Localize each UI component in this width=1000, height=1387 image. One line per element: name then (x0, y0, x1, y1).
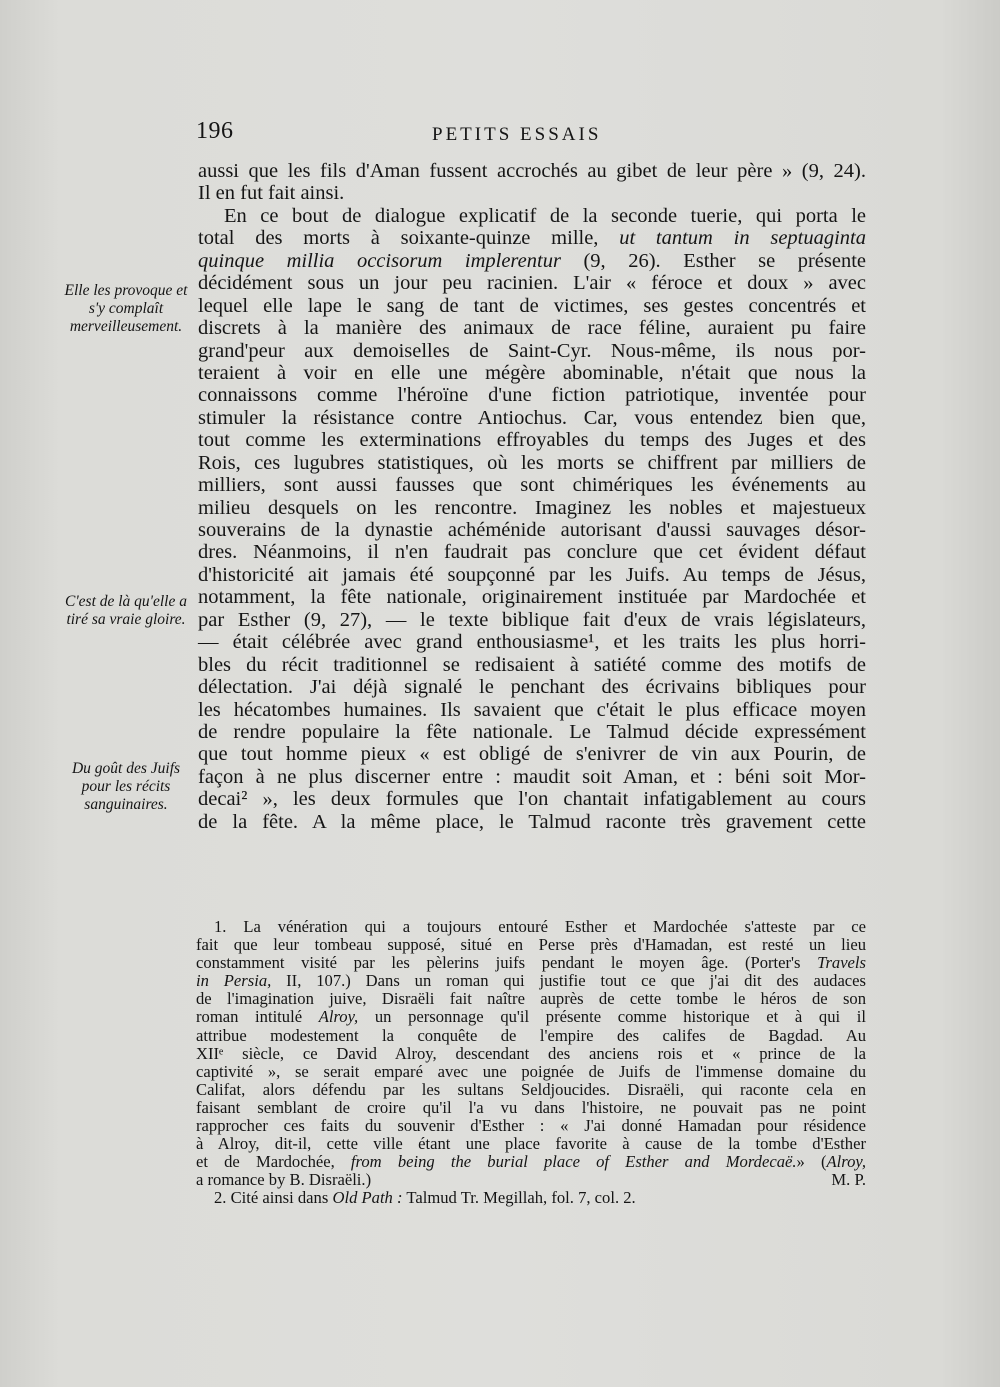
text-line: les hécatombes humaines. Ils savaient que c'était le plus efficace moyen (198, 698, 866, 721)
text-line: souverains de la dynastie achéménide autorisant d'aussi sauvages désor- (198, 519, 866, 541)
footnotes (196, 918, 866, 1208)
text-line: de rendre populaire la fête nationale. Le Talmud décide expressément (198, 720, 866, 743)
text-line: d'historicité ait jamais été soupçonné par les Juifs. Au temps de Jésus, (198, 563, 866, 586)
book-title: Alroy, (826, 1152, 867, 1172)
text-line: de la fête. A la même place, le Talmud raconte très gravement cette (198, 810, 866, 833)
footnote-line: 1. La vénération qui a toujours entouré Esther et Mardochée s'atteste par ce (214, 917, 866, 936)
text-line: milieu desquels on les rencontre. Imaginez les nobles et majestueux (198, 496, 866, 519)
book-title: Old Path : (332, 1188, 403, 1208)
footnote-line: rapprocher ces faits du souvenir d'Esther : « J'ai donné Hamadan pour résidence (196, 1116, 866, 1136)
footnote-line: roman intitulé Alroy, un personnage qu'il présente comme historique et à qui il (196, 1007, 866, 1027)
text-line: En ce bout de dialogue explicatif de la seconde tuerie, qui porta le (224, 204, 866, 227)
margin-note: Du goût des Juifs pour les récits sanguinaires. (71, 760, 181, 813)
text-line: stimuler la résistance contre Antiochus. Car, vous entendez bien que, (198, 406, 866, 429)
text-line: total des morts à soixante-quinze mille, ut tantum in septuaginta (198, 227, 866, 250)
text-line: grand'peur aux demoiselles de Saint-Cyr. Nous-même, ils nous por- (198, 339, 866, 362)
main-text (198, 160, 866, 833)
text-line: teraient à voir en elle une mégère abominable, n'était que nous la (198, 361, 866, 384)
footnote-line: 2. Cité ainsi dans Old Path : Talmud Tr. Megillah, fol. 7, col. 2. (214, 1188, 636, 1208)
footnote-line: a romance by B. Disraëli.) M. P. (196, 1170, 866, 1190)
footnote-line: in Persia, II, 107.) Dans un roman qui justifie tout ce que j'ai dit des audaces (196, 971, 866, 991)
footnote-line: attribue modestement la conquête de l'empire des califes de Bagdad. Au (196, 1025, 866, 1045)
text-line: par Esther (9, 27), — le texte biblique fait d'eux de vrais législateurs, (198, 608, 866, 631)
footnote-line: constamment visité par les pèlerins juifs pendant le moyen âge. (Porter's Travels (196, 953, 866, 973)
margin-note: Elle les provoque et s'y complaît merveilleusement. (64, 282, 188, 335)
text-line: discrets à la manière des animaux de race féline, auraient pu faire (198, 317, 866, 340)
running-title: PETITS ESSAIS (432, 124, 602, 145)
footnote-line: Califat, alors défendu par les sultans Seldjoucides. Disraëli, qui raconte cela en (196, 1079, 866, 1099)
book-title: Alroy, (318, 1007, 359, 1027)
text-line: Il en fut fait ainsi. (198, 182, 345, 205)
footnote-line: XIIᵉ siècle, ce David Alroy, descendant des anciens rois et « prince de la (196, 1043, 866, 1063)
book-title: Travels (817, 953, 866, 973)
footnote-line: de l'imagination juive, Disraëli fait naître auprès de cette tombe le héros de son (196, 989, 866, 1009)
text-line: Rois, ces lugubres statistiques, où les morts se chiffrent par milliers de (198, 451, 866, 474)
english-quote: from being the burial place of Esther and Mordecaë. (350, 1152, 797, 1172)
text-line: milliers, sont aussi fausses que sont chimériques les événements au (198, 474, 866, 497)
text-line: notamment, la fête nationale, originairement instituée par Mardochée et (198, 586, 866, 609)
text-line: lequel elle lape le sang de tant de victimes, ses gestes concentrés et (198, 294, 866, 317)
latin-quote: ut tantum in septuaginta (619, 227, 866, 250)
book-title: in Persia, (196, 971, 272, 991)
footnote-line: fait que leur tombeau supposé, situé en Perse près d'Hamadan, est resté un lieu (196, 935, 866, 955)
margin-note: C'est de là qu'elle a tiré sa vraie gloire. (65, 593, 187, 628)
footnote-line: et de Mardochée, from being the burial place of Esther and Mordecaë.» (Alroy, (196, 1152, 867, 1172)
text-line: bles du récit traditionnel se redisaient à satiété comme des motifs de (198, 653, 866, 676)
text-line: façon à ne plus discerner entre : maudit soit Aman, et : béni soit Mor- (198, 765, 866, 788)
footnote-line: à Alroy, dit-il, cette ville étant une place favorite à cause de la tombe d'Esther (196, 1134, 866, 1154)
text-line: décidément sous un jour peu racinien. L'air « féroce et doux » avec (198, 272, 866, 295)
text-line: quinque millia occisorum implerentur (9, 26). Esther se présente (198, 249, 866, 272)
text-line: connaissons comme l'héroïne d'une fiction patriotique, inventée pour (198, 384, 866, 407)
page-number: 196 (196, 118, 234, 144)
text-line: que tout homme pieux « est obligé de s'enivrer de vin aux Pourin, de (198, 743, 866, 766)
footnote-line: captivité », se serait emparé avec une poignée de Juifs de l'immense domaine du (196, 1061, 866, 1081)
text-line: délectation. J'ai déjà signalé le penchant des écrivains bibliques pour (198, 676, 866, 699)
text-line: decai² », les deux formules que l'on chantait infatigablement au cours (198, 788, 866, 811)
latin-quote: quinque millia occisorum implerentur (198, 249, 561, 272)
text-line: tout comme les exterminations effroyables du temps des Juges et des (198, 429, 866, 452)
text-line: — était célébrée avec grand enthousiasme¹, et les traits les plus horri- (198, 631, 866, 654)
text-line: aussi que les fils d'Aman fussent accrochés au gibet de leur père » (9, 24). (198, 160, 866, 182)
text-line: dres. Néanmoins, il n'en faudrait pas conclure que cet évident défaut (198, 541, 866, 564)
page-header (196, 118, 866, 150)
footnote-line: faisant semblant de croire qu'il l'a vu dans l'histoire, ne pouvait pas ne point (196, 1097, 866, 1117)
signature: M. P. (831, 1170, 866, 1190)
